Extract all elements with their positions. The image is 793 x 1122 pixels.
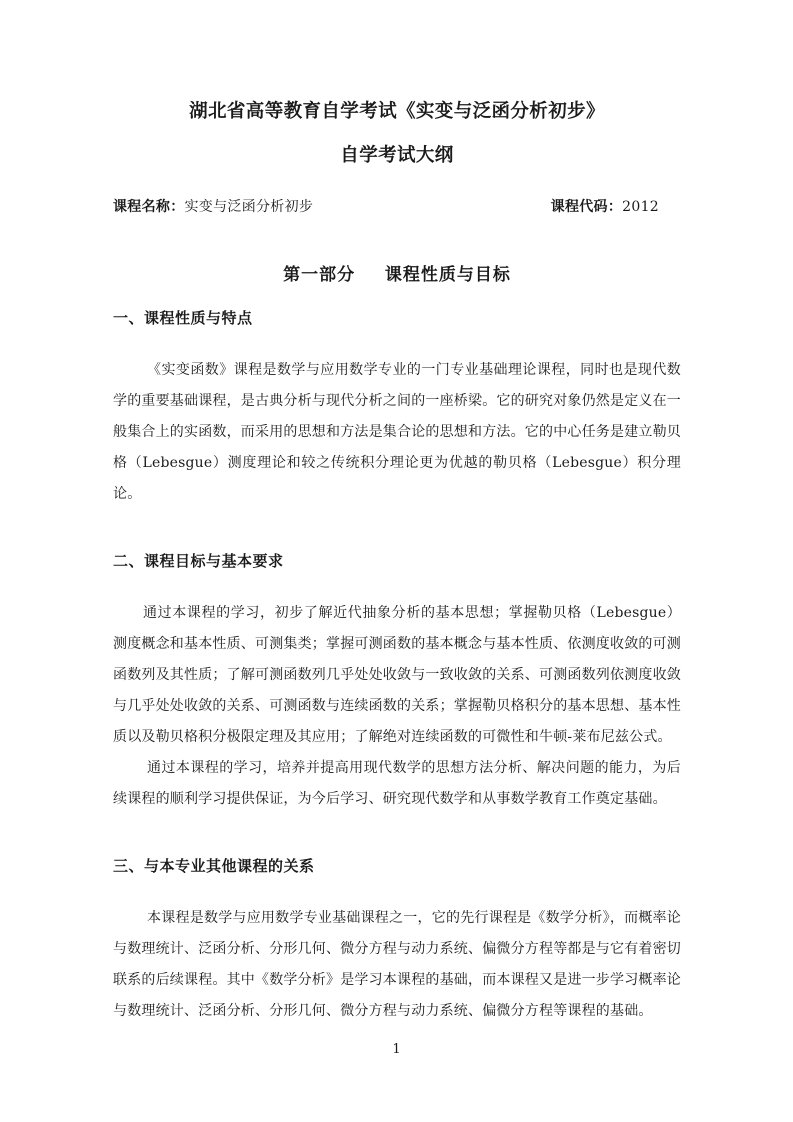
section-2-paragraph-1: 通过本课程的学习，初步了解近代抽象分析的基本思想；掌握勒贝格（Lebesgue）测度概念和基本性质、可测集类；掌握可测函数的基本概念与基本性质、依测度收敛的可测函数列及其性质；了解可测函数列几乎处处收敛与一致收敛的关系、可测函数列依测度收敛与几乎处处收敛的关系、可测函数与连续函数的关系；掌握勒贝格积分的基本思想、基本性质以及勒贝格积分极限定理及其应用；了解绝对连续函数的可微性和牛顿-莱布尼兹公式。 [113,604,681,745]
course-meta-line [113,196,681,218]
part-number: 第一部分 [283,264,356,285]
page-number: 1 [392,1042,401,1057]
course-name-group [113,196,313,218]
section-3-paragraph-1: 本课程是数学与应用数学专业基础课程之一，它的先行课程是《数学分析》，而概率论与数理统计、泛函分析、分形几何、微分方程与动力系统、偏微分方程等都是与它有着密切联系的后续课程。其中《数学分析》是学习本课程的基础，而本课程又是进一步学习概率论与数理统计、泛函分析、分形几何、微分方程与动力系统、偏微分方程等课程的基础。 [113,909,681,1019]
page-content [113,0,681,1027]
part-name: 课程性质与目标 [384,264,511,285]
section-heading-1: 一、课程性质与特点 [113,308,253,327]
section-heading-3: 三、与本专业其他课程的关系 [113,856,315,875]
section-1-paragraph-1: 《实变函数》课程是数学与应用数学专业的一门专业基础理论课程，同时也是现代数学的重要基础课程，是古典分析与现代分析之间的一座桥梁。它的研究对象仍然是定义在一般集合上的实函数，而采用的思想和方法是集合论的思想和方法。它的中心任务是建立勒贝格（Lebesgue）测度理论和较之传统积分理论更为优越的勒贝格（Lebesgue）积分理论。 [113,361,681,502]
course-code-label: 课程代码： [550,198,623,215]
document-title: 湖北省高等教育自学考试《实变与泛函分析初步》 [189,101,605,122]
course-name-value: 实变与泛函分析初步 [184,198,314,215]
course-name-label: 课程名称： [113,198,185,215]
section-heading-2: 二、课程目标与基本要求 [113,551,284,570]
part-heading [113,218,681,285]
document-subtitle: 自学考试大纲 [340,144,454,166]
section-2-paragraph-2: 通过本课程的学习，培养并提高用现代数学的思想方法分析、解决问题的能力，为后续课程的顺利学习提供保证，为今后学习、研究现代数学和从事数学教育工作奠定基础。 [113,759,681,807]
course-code-value: 2012 [622,198,659,215]
course-code-group [551,196,681,218]
